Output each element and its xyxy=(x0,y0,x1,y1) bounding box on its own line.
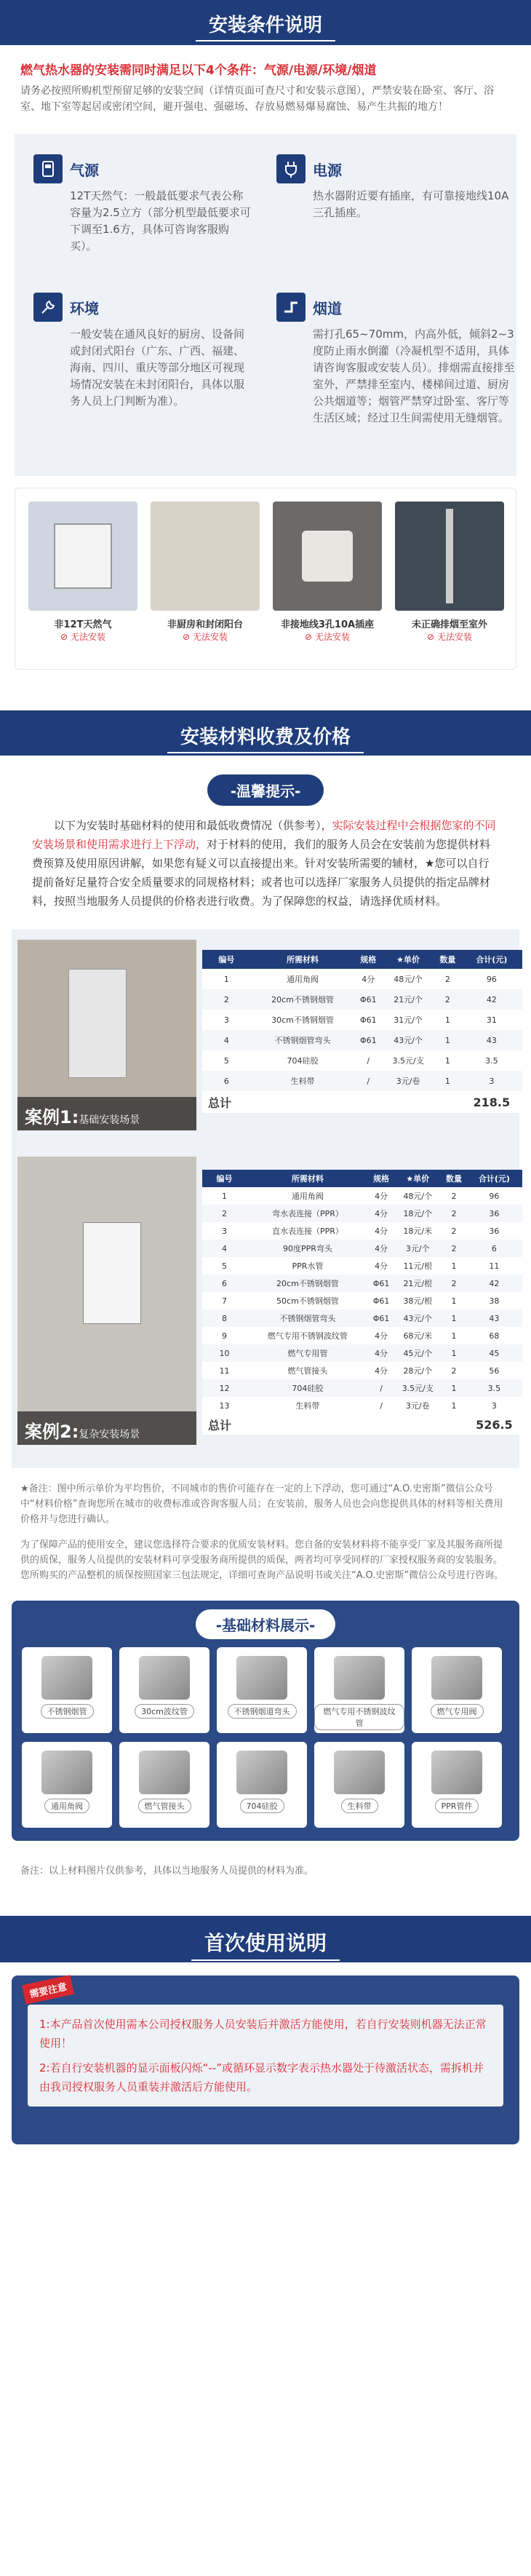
no-install-cards xyxy=(15,488,516,670)
table-row xyxy=(202,1240,522,1257)
note2: 为了保障产品的使用安全，建议您选择符合要求的优质安装材料。您自备的安装材料将不能享受厂家及其服务商所提供的质保，服务人员提供的安装材料可享受服务商所提供的质保，两者均可享受同样的厂家授权服务商的安装服务。您所购买的产品整机的质保按照国家三包法规定，详细可查询产品说明书或关注“A.O.史密斯”微信公众号进行咨询。 xyxy=(20,1539,504,1581)
table-cell: 5 xyxy=(223,1055,229,1066)
case1-total-value: 218.5 xyxy=(473,1095,511,1109)
material-tile xyxy=(314,1742,404,1828)
table-cell: 1 xyxy=(451,1400,457,1411)
sec2-banner xyxy=(0,710,531,756)
table-cell: 1 xyxy=(444,1055,450,1066)
case1-label: 案例1: xyxy=(25,1107,79,1128)
material-label: PPR管件 xyxy=(435,1799,479,1813)
first-use-item-2: 2:若自行安装机器的显示面板闪烁“--”或循环显示数字表示热水器处于待激活状态，需拆机并由我司授权服务人员重装并激活后方能使用。 xyxy=(39,2061,484,2093)
card-flue xyxy=(395,502,504,643)
material-photo xyxy=(334,1751,385,1794)
table-cell: 43 xyxy=(486,1035,497,1045)
table-cell: 30cm不锈钢烟管 xyxy=(271,1015,334,1025)
table-cell: 生料带 xyxy=(290,1077,315,1086)
material-label: 不锈钢烟管 xyxy=(41,1704,94,1719)
table-row xyxy=(202,1187,522,1205)
case2-table xyxy=(202,1170,522,1435)
table-cell: 1 xyxy=(451,1296,457,1306)
material-tile xyxy=(314,1647,404,1733)
table-cell: 11 xyxy=(219,1366,230,1376)
table-cell: 21元/个 xyxy=(394,995,423,1004)
table-cell: 不锈钢烟管弯头 xyxy=(279,1314,336,1323)
material-photo xyxy=(334,1656,385,1700)
card-socket xyxy=(273,502,382,643)
table-row xyxy=(202,989,522,1010)
materials-panel xyxy=(12,1601,519,1841)
table-cell: 11元/根 xyxy=(403,1261,433,1271)
material-photo xyxy=(139,1751,190,1794)
flue-photo xyxy=(395,502,504,611)
table-cell: 2 xyxy=(222,1208,228,1218)
th-spec: 规格 xyxy=(373,1174,390,1184)
table-row xyxy=(202,1397,522,1414)
table-row xyxy=(202,1030,522,1050)
table-cell: Φ61 xyxy=(359,1015,377,1025)
case1-table xyxy=(202,950,522,1113)
material-tile xyxy=(412,1647,502,1733)
table-cell: Φ61 xyxy=(372,1296,390,1306)
th-qty: 数量 xyxy=(446,1174,462,1184)
table-cell: 12 xyxy=(219,1383,230,1393)
first-use-item-1: 1:本产品首次使用需本公司授权服务人员安装后并激活方能使用，若自行安装则机器无法正常使用！ xyxy=(39,2018,487,2050)
cond-power-title: 电源 xyxy=(313,162,342,179)
table-cell: 38元/根 xyxy=(403,1296,433,1306)
material-photo xyxy=(139,1656,190,1700)
table-cell: 11 xyxy=(489,1261,500,1271)
table-cell: 3元/卷 xyxy=(396,1077,420,1086)
warm-tip-pill: -温馨提示- xyxy=(207,774,324,806)
table-cell: 3 xyxy=(223,1015,229,1025)
table-cell: 10 xyxy=(219,1348,230,1358)
gas-meter-photo xyxy=(28,502,137,611)
table-cell: 4分 xyxy=(375,1349,388,1358)
card-kitchen-label: 非厨房和封闭阳台 xyxy=(167,619,243,630)
case-panel xyxy=(12,930,519,1468)
table-cell: 42 xyxy=(489,1278,500,1288)
cond-env xyxy=(33,293,252,410)
cond-flue-title: 烟道 xyxy=(313,300,342,317)
material-label: 30cm波纹管 xyxy=(135,1704,194,1719)
case2-photo xyxy=(17,1157,196,1445)
table-cell: 1 xyxy=(222,1191,228,1201)
case1-photo xyxy=(17,940,196,1130)
table-cell: 2 xyxy=(451,1366,457,1376)
table-cell: 弯水表连接（PPR） xyxy=(271,1209,343,1218)
table-cell: 20cm不锈钢烟管 xyxy=(276,1279,339,1288)
sec1-title: 安装条件说明 xyxy=(196,7,335,41)
table-row xyxy=(202,1050,522,1071)
tip-text-red: 实际安装过程中会根据您家的不同安装场景和使用需求进行上下浮动， xyxy=(32,819,496,851)
table-cell: Φ61 xyxy=(359,1035,377,1045)
note1: ★备注：图中所示单价为平均售价，不同城市的售价可能存在一定的上下浮动，您可通过“A.O.史密斯”微信公众号中“材料价格”查询您所在城市的收费标准或咨询客服人员；在安装前，服务人员也会向您提供具体的材料等相关费用价格并与您进行确认。 xyxy=(20,1483,503,1525)
th-no: 编号 xyxy=(216,1174,233,1184)
table-cell: 704硅胶 xyxy=(292,1384,324,1393)
table-cell: 不锈钢烟管弯头 xyxy=(274,1036,331,1045)
table-cell: 6 xyxy=(223,1076,229,1086)
table-cell: 7 xyxy=(222,1296,228,1306)
table-cell: 20cm不锈钢烟管 xyxy=(271,995,334,1004)
table-cell: 3 xyxy=(491,1400,497,1411)
card-gas-note: 无法安装 xyxy=(70,632,105,642)
tip-paragraph xyxy=(32,816,499,911)
cond-gas-title: 气源 xyxy=(70,162,99,179)
table-cell: 18元/个 xyxy=(403,1209,433,1218)
card-socket-label: 非接地线3孔10A插座 xyxy=(280,619,375,630)
table-cell: 3元/卷 xyxy=(405,1401,430,1411)
material-photo xyxy=(236,1656,287,1700)
wrench-icon xyxy=(33,293,63,322)
table-cell: 31元/个 xyxy=(394,1015,423,1025)
th-total: 合计(元) xyxy=(478,1174,510,1184)
cond-env-title: 环境 xyxy=(70,300,99,317)
table-cell: 96 xyxy=(489,1191,500,1201)
table-cell: 3.5元/支 xyxy=(392,1056,424,1066)
card-gas xyxy=(28,502,137,643)
table-cell: 36 xyxy=(489,1208,500,1218)
table-cell: 4分 xyxy=(375,1261,388,1271)
cond-power-text: 热水器附近要有插座，有可靠接地线10A三孔插座。 xyxy=(313,189,509,219)
case2-total-value: 526.5 xyxy=(476,1417,513,1432)
case1-total-label: 总计 xyxy=(208,1095,232,1110)
table-row xyxy=(202,1379,522,1397)
material-tile xyxy=(22,1742,112,1828)
forbid-icon: ⊘ xyxy=(305,632,313,642)
table-cell: 2 xyxy=(451,1243,457,1253)
table-cell: 50cm不锈钢烟管 xyxy=(276,1296,339,1306)
table-cell: 1 xyxy=(451,1331,457,1341)
table-row xyxy=(202,1327,522,1344)
cond-flue xyxy=(276,293,516,427)
table-row xyxy=(202,1292,522,1309)
plug-icon xyxy=(276,154,306,183)
card-flue-label: 未正确排烟至室外 xyxy=(411,619,487,630)
table-cell: 90度PPR弯头 xyxy=(282,1244,332,1253)
card-kitchen-note: 无法安装 xyxy=(192,632,228,642)
material-label: 704硅胶 xyxy=(240,1799,284,1813)
table-cell: 38 xyxy=(489,1296,500,1306)
card-kitchen xyxy=(151,502,260,643)
table-cell: 燃气专用管 xyxy=(287,1349,328,1358)
table-cell: 1 xyxy=(451,1383,457,1393)
table-cell: 1 xyxy=(444,1035,450,1045)
material-label: 燃气专用不锈钢波纹管 xyxy=(314,1704,404,1730)
conditions-panel xyxy=(15,134,516,476)
material-photo xyxy=(41,1751,92,1794)
table-cell: 5 xyxy=(222,1261,228,1271)
material-photo xyxy=(41,1656,92,1700)
cond-flue-text: 需打孔65~70mm，内高外低，倾斜2~3度防止雨水倒灌（冷凝机型不适用，具体请咨询客服或安装人员）。排烟需直接排至室外，严禁排至室内、楼梯间过道、厨房公共烟道等；烟管严禁穿过卧室、客厅等生活区域；经过卫生间需使用无缝烟管。 xyxy=(313,328,515,424)
table-cell: 3元/个 xyxy=(405,1244,430,1253)
table-cell: 1 xyxy=(451,1313,457,1323)
table-cell: 68元/米 xyxy=(403,1331,433,1341)
table-row xyxy=(202,1309,522,1327)
table-cell: / xyxy=(380,1383,383,1393)
table-row xyxy=(202,1071,522,1091)
table-cell: 3.5 xyxy=(485,1055,498,1066)
card-gas-label: 非12T天然气 xyxy=(54,619,112,630)
cond-gas xyxy=(33,154,252,255)
table-cell: 3.5 xyxy=(487,1383,501,1393)
table-cell: Φ61 xyxy=(372,1278,390,1288)
table-cell: 2 xyxy=(444,974,450,984)
th-price: ★单价 xyxy=(396,955,420,964)
table-row xyxy=(202,1222,522,1240)
table-cell: 21元/根 xyxy=(403,1279,433,1288)
material-photo xyxy=(431,1751,482,1794)
table-row xyxy=(202,1362,522,1379)
table-cell: 9 xyxy=(222,1331,228,1341)
material-tile xyxy=(217,1647,307,1733)
first-use-box xyxy=(28,2005,503,2107)
table-cell: 通用角阀 xyxy=(291,1192,324,1201)
case2-label: 案例2: xyxy=(25,1422,79,1442)
table-cell: 43元/个 xyxy=(403,1314,433,1323)
table-cell: 43 xyxy=(489,1313,500,1323)
table-row xyxy=(202,1205,522,1222)
table-row xyxy=(202,1010,522,1030)
table-cell: 2 xyxy=(451,1208,457,1218)
card-socket-note: 无法安装 xyxy=(314,632,350,642)
table-row xyxy=(202,969,522,989)
table-cell: 4 xyxy=(223,1035,229,1045)
table-cell: Φ61 xyxy=(359,994,377,1004)
table-cell: 13 xyxy=(219,1400,230,1411)
table-cell: 3 xyxy=(489,1076,495,1086)
sec1-banner xyxy=(0,0,531,45)
table-cell: 18元/米 xyxy=(403,1226,433,1236)
material-photo xyxy=(236,1751,287,1794)
table-cell: / xyxy=(367,1055,370,1066)
table-cell: 28元/个 xyxy=(403,1366,433,1376)
first-use-panel xyxy=(12,1975,519,2144)
material-photo xyxy=(431,1656,482,1700)
tip-text-a: 以下为安装时基础材料的使用和最低收费情况（供参考）， xyxy=(54,819,332,832)
cond-power xyxy=(276,154,509,221)
case2-sub: 复杂安装场景 xyxy=(79,1429,140,1440)
table-cell: / xyxy=(367,1076,370,1086)
th-price: ★单价 xyxy=(406,1174,430,1184)
table-row xyxy=(202,1344,522,1362)
cond-env-text: 一般安装在通风良好的厨房、设备间或封闭式阳台（广东、广西、福建、海南、四川、重庆等部分地区可视现场情况安装在未封闭阳台，具体以服务人员上门判断为准）。 xyxy=(70,328,245,408)
sec1-intro: 请务必按照所购机型预留足够的安装空间（详情页面可查尺寸和安装示意图），严禁安装在卧室、客厅、浴室、地下室等起居或密闭空间，避开强电、强磁场、存放易燃易爆易腐蚀、易产生共振的地方！ xyxy=(20,85,494,113)
table-cell: 1 xyxy=(223,974,229,984)
notice-badge: 需要注意 xyxy=(22,1975,74,2005)
sec1-headline: 燃气热水器的安装需同时满足以下4个条件：气源/电源/环境/烟道 xyxy=(20,63,377,78)
material-tile xyxy=(119,1647,209,1733)
th-no: 编号 xyxy=(218,955,235,964)
table-cell: 31 xyxy=(486,1015,497,1025)
table-cell: 2 xyxy=(451,1191,457,1201)
table-cell: 3.5元/支 xyxy=(402,1384,434,1393)
th-qty: 数量 xyxy=(439,955,456,964)
sec2-title: 安装材料收费及价格 xyxy=(167,719,364,753)
table-cell: 生料带 xyxy=(295,1401,320,1411)
material-tile xyxy=(217,1742,307,1828)
case2-total-label: 总计 xyxy=(208,1418,232,1432)
table-cell: 1 xyxy=(444,1076,450,1086)
material-label: 燃气专用阀 xyxy=(431,1704,484,1719)
table-cell: PPR水管 xyxy=(292,1261,324,1271)
forbid-icon: ⊘ xyxy=(427,632,435,642)
table-cell: 96 xyxy=(486,974,497,984)
cond-gas-text: 12T天然气：一般最低要求气表公称容量为2.5立方（部分机型最低要求可下调至1.6方，具体可咨询客服购买）。 xyxy=(70,189,251,253)
materials-pill: -基础材料展示- xyxy=(196,1609,336,1639)
sec3-title: 首次使用说明 xyxy=(191,1925,340,1961)
table-cell: 4分 xyxy=(375,1192,388,1201)
table-cell: 48元/个 xyxy=(403,1192,433,1201)
flue-pipe-icon xyxy=(276,293,306,322)
card-flue-note: 无法安装 xyxy=(436,632,472,642)
socket-photo xyxy=(273,502,382,611)
th-spec: 规格 xyxy=(360,955,377,964)
table-cell: 1 xyxy=(444,1015,450,1025)
tip-text-b: 对于材料的使用，我们的服务人员会在安装前为您提供材料费预算及使用原因讲解，如果您有疑义可以直接提出来。针对安装所需要的辅材，★您可以自行提前备好足量符合安全质量要求的同规格材料；或者也可以选择厂家服务人员提供的指定品牌材料，按照当地服务人员提供的价格表进行收费。为了保障您的权益，请选择优质材料。 xyxy=(32,838,491,908)
living-room-photo xyxy=(151,502,260,611)
table-row xyxy=(202,1275,522,1292)
table-cell: 2 xyxy=(451,1226,457,1236)
table-row xyxy=(202,1257,522,1275)
table-cell: 燃气管接头 xyxy=(287,1366,328,1376)
table-cell: 4分 xyxy=(375,1244,388,1253)
material-label: 通用角阀 xyxy=(44,1799,89,1813)
table-cell: 2 xyxy=(444,994,450,1004)
table-cell: 6 xyxy=(222,1278,228,1288)
table-cell: 6 xyxy=(491,1243,497,1253)
table-cell: 4分 xyxy=(375,1331,388,1341)
sec3-banner xyxy=(0,1916,531,1962)
table-cell: 4分 xyxy=(375,1209,388,1218)
table-cell: 2 xyxy=(451,1278,457,1288)
table-cell: 36 xyxy=(489,1226,500,1236)
table-cell: 56 xyxy=(489,1366,500,1376)
table-cell: 4 xyxy=(222,1243,228,1253)
material-tile xyxy=(22,1647,112,1733)
th-material: 所需材料 xyxy=(287,955,319,964)
table-cell: 48元/个 xyxy=(394,975,423,984)
table-cell: 2 xyxy=(223,994,229,1004)
material-tile xyxy=(412,1742,502,1828)
table-cell: 3 xyxy=(222,1226,228,1236)
th-material: 所需材料 xyxy=(291,1174,324,1184)
material-label: 生料带 xyxy=(341,1799,378,1813)
th-total: 合计(元) xyxy=(476,955,508,964)
table-cell: 4分 xyxy=(362,975,375,984)
forbid-icon: ⊘ xyxy=(60,632,68,642)
mat-note: 备注：以上材料图片仅供参考，具体以当地服务人员提供的材料为准。 xyxy=(20,1866,314,1876)
table-cell: 燃气专用不锈钢波纹管 xyxy=(267,1331,348,1341)
table-cell: 1 xyxy=(451,1261,457,1271)
table-cell: 43元/个 xyxy=(394,1036,423,1045)
material-label: 不锈钢烟道弯头 xyxy=(228,1704,297,1719)
gas-meter-icon xyxy=(33,154,63,183)
table-cell: 45 xyxy=(489,1348,500,1358)
table-cell: 4分 xyxy=(375,1226,388,1236)
table-cell: 4分 xyxy=(375,1366,388,1376)
material-label: 燃气管接头 xyxy=(138,1799,191,1813)
table-cell: 1 xyxy=(451,1348,457,1358)
forbid-icon: ⊘ xyxy=(183,632,191,642)
table-cell: 直水表连接（PPR） xyxy=(271,1226,343,1236)
table-cell: 通用角阀 xyxy=(287,975,319,984)
table-cell: 704硅胶 xyxy=(287,1056,319,1066)
table-cell: 42 xyxy=(486,994,497,1004)
material-tile xyxy=(119,1742,209,1828)
table-cell: 68 xyxy=(489,1331,500,1341)
table-cell: Φ61 xyxy=(372,1313,390,1323)
table-cell: 45元/个 xyxy=(403,1349,433,1358)
table-cell: 8 xyxy=(222,1313,228,1323)
case1-sub: 基础安装场景 xyxy=(79,1114,140,1126)
table-cell: / xyxy=(380,1400,383,1411)
